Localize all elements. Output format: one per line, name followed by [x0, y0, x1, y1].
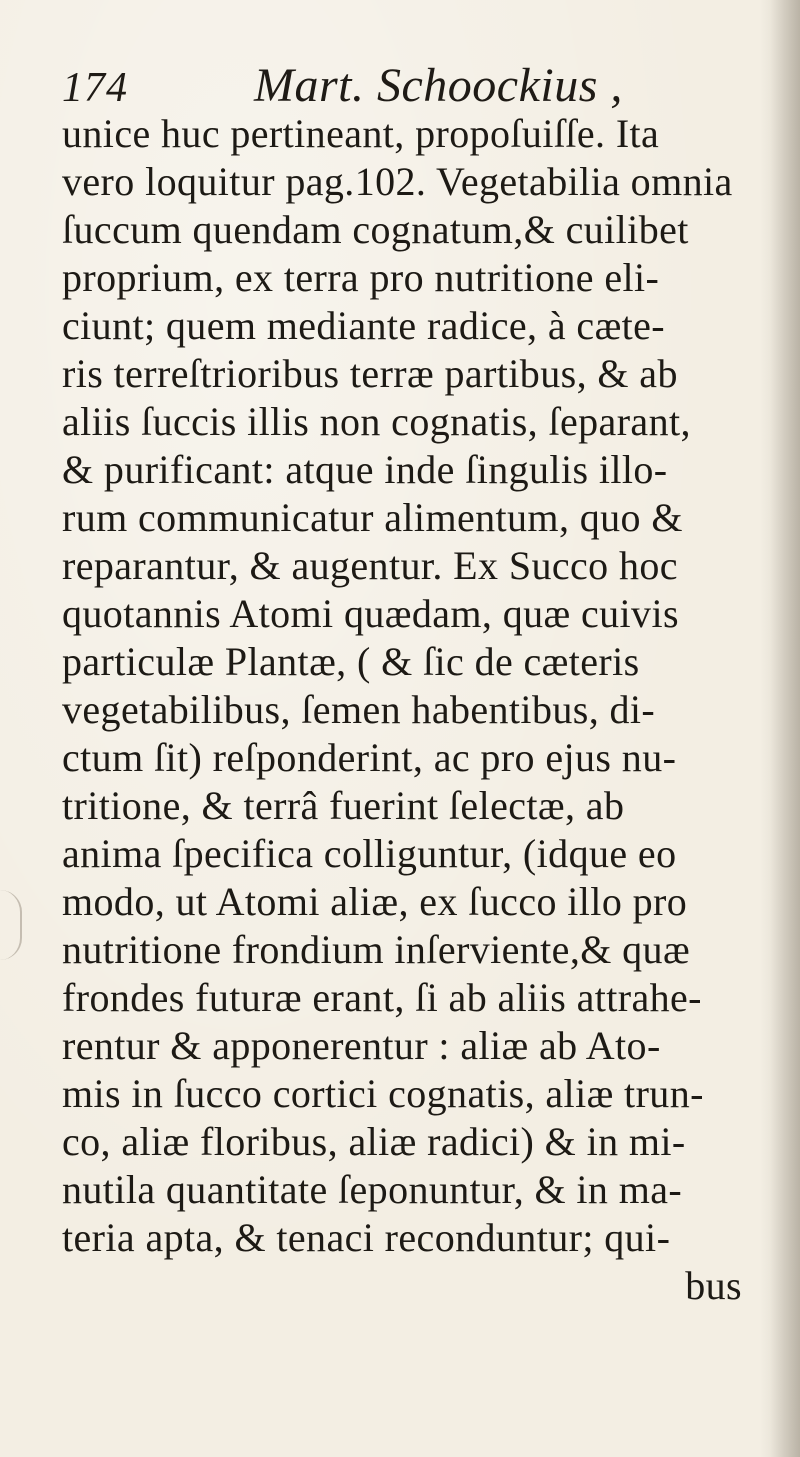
text-line: unice huc pertineant, propoſuiſſe. Ita: [62, 111, 660, 156]
text-line: tritione, & terrâ fuerint ſelectæ, ab: [62, 783, 625, 828]
body-text: [62, 110, 787, 1310]
text-line: vero loquitur pag.102. Vegetabilia omnia: [62, 159, 733, 204]
text-line: rentur & apponerentur : aliæ ab Ato-: [62, 1023, 661, 1068]
text-line: ſuccum quendam cognatum,& cuilibet: [62, 207, 689, 252]
text-line: particulæ Plantæ, ( & ſic de cæteris: [62, 639, 640, 684]
text-line: ris terreſtrioribus terræ partibus, & ab: [62, 351, 678, 396]
page-edge-mark: [0, 890, 22, 960]
text-line: rum communicatur alimentum, quo &: [62, 495, 683, 540]
gutter-shadow: [770, 0, 800, 1457]
text-line: vegetabilibus, ſemen habentibus, di-: [62, 687, 656, 732]
text-line: nutritione frondium inſerviente,& quæ: [62, 927, 691, 972]
text-line: frondes futuræ erant, ſi ab aliis attrahe-: [62, 975, 702, 1020]
text-line: modo, ut Atomi aliæ, ex ſucco illo pro: [62, 879, 688, 924]
text-line: & purificant: atque inde ſingulis illo-: [62, 447, 668, 492]
catchword: bus: [685, 1263, 742, 1308]
text-line: co, aliæ floribus, aliæ radici) & in mi-: [62, 1119, 686, 1164]
text-line: teria apta, & tenaci reconduntur; qui-: [62, 1215, 671, 1260]
page-header: [62, 58, 762, 118]
text-line: aliis ſuccis illis non cognatis, ſeparant,: [62, 399, 691, 444]
page-number: 174: [62, 65, 128, 111]
text-line: ctum ſit) reſponderint, ac pro ejus nu-: [62, 735, 677, 780]
text-line: anima ſpecifica colliguntur, (idque eo: [62, 831, 677, 876]
text-line: proprium, ex terra pro nutritione eli-: [62, 255, 660, 300]
text-line: quotannis Atomi quædam, quæ cuivis: [62, 591, 679, 636]
text-line: mis in ſucco cortici cognatis, aliæ trun-: [62, 1071, 704, 1116]
text-line: ciunt; quem mediante radice, à cæte-: [62, 303, 666, 348]
text-line: reparantur, & augentur. Ex Succo hoc: [62, 543, 678, 588]
text-line: nutila quantitate ſeponuntur, & in ma-: [62, 1167, 683, 1212]
running-head: Mart. Schoockius ,: [254, 59, 623, 112]
